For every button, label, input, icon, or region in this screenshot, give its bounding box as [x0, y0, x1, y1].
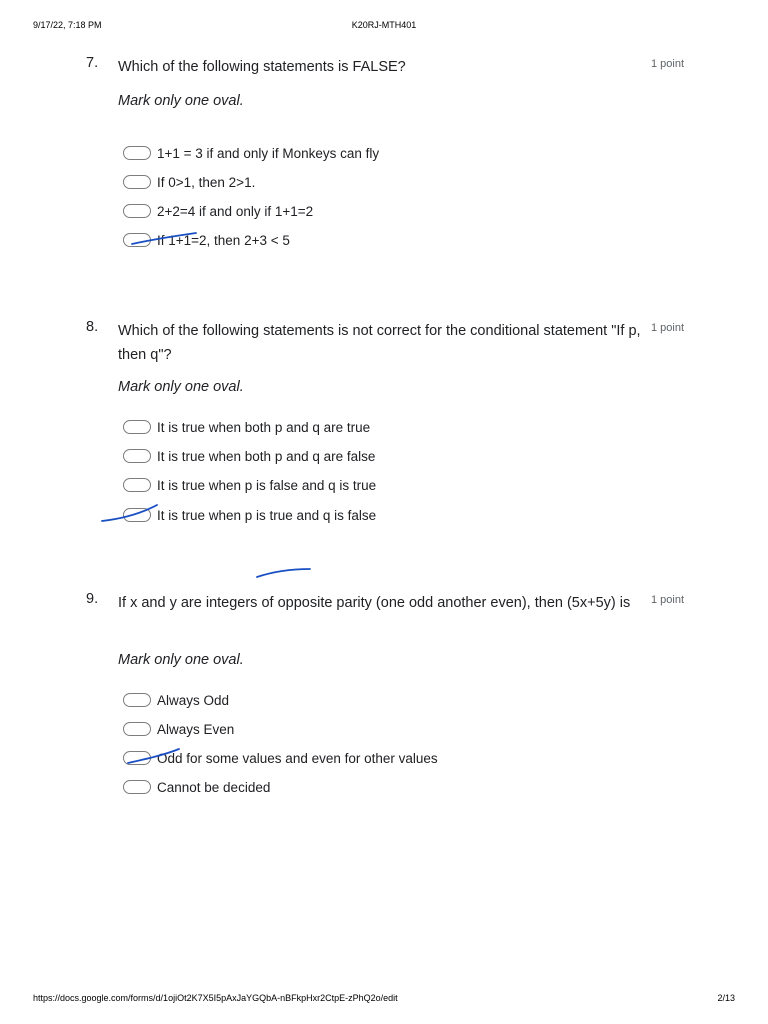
option-label: It is true when both p and q are true	[157, 420, 371, 435]
question-instruction: Mark only one oval.	[118, 93, 244, 109]
question-text: Which of the following statements is FALSE?	[118, 59, 406, 75]
option-label: 1+1 = 3 if and only if Monkeys can fly	[157, 146, 380, 161]
print-datetime: 9/17/22, 7:18 PM	[33, 20, 102, 30]
option-label: Always Even	[157, 722, 235, 737]
oval-radio-icon[interactable]	[123, 780, 151, 794]
oval-radio-icon[interactable]	[123, 449, 151, 463]
question-points: 1 point	[650, 322, 684, 334]
pen-mark-stray	[257, 569, 310, 577]
oval-radio-icon[interactable]	[123, 420, 151, 434]
question-7	[86, 55, 686, 255]
option-label: It is true when both p and q are false	[157, 449, 376, 464]
option-label: Always Odd	[157, 693, 230, 708]
question-number: 8.	[86, 319, 99, 335]
oval-radio-icon[interactable]	[123, 146, 151, 160]
question-number: 9.	[86, 591, 99, 607]
option-label: It is true when p is true and q is false	[157, 508, 377, 523]
option-label: Odd for some values and even for other values	[157, 751, 438, 766]
print-doc-title: K20RJ-MTH401	[351, 20, 417, 30]
oval-radio-icon[interactable]	[123, 508, 151, 522]
question-points: 1 point	[650, 594, 684, 606]
question-instruction: Mark only one oval.	[118, 379, 244, 395]
question-9	[86, 591, 686, 801]
oval-radio-icon[interactable]	[123, 722, 151, 736]
oval-radio-icon[interactable]	[123, 175, 151, 189]
question-instruction: Mark only one oval.	[118, 652, 244, 668]
option-label: It is true when p is false and q is true	[157, 478, 377, 493]
question-points: 1 point	[650, 58, 684, 70]
print-url: https://docs.google.com/forms/d/1ojiOt2K7X5I5pAxJaYGQbA-nBFkpHxr2CtpE-zPhQ2o/edit	[33, 993, 398, 1003]
option-label: If 0>1, then 2>1.	[157, 175, 256, 190]
question-8	[86, 319, 686, 529]
oval-radio-icon[interactable]	[123, 478, 151, 492]
oval-radio-icon[interactable]	[123, 233, 151, 247]
question-text: If x and y are integers of opposite parity (one odd another even), then (5x+5y) is	[118, 595, 631, 611]
oval-radio-icon[interactable]	[123, 693, 151, 707]
option-label: Cannot be decided	[157, 780, 271, 795]
oval-radio-icon[interactable]	[123, 751, 151, 765]
option-label: If 1+1=2, then 2+3 < 5	[157, 233, 290, 248]
print-page-number: 2/13	[717, 993, 735, 1003]
oval-radio-icon[interactable]	[123, 204, 151, 218]
question-text: Which of the following statements is not correct for the conditional statement "If p, then q"?	[118, 323, 641, 363]
option-label: 2+2=4 if and only if 1+1=2	[157, 204, 314, 219]
question-number: 7.	[86, 55, 99, 71]
